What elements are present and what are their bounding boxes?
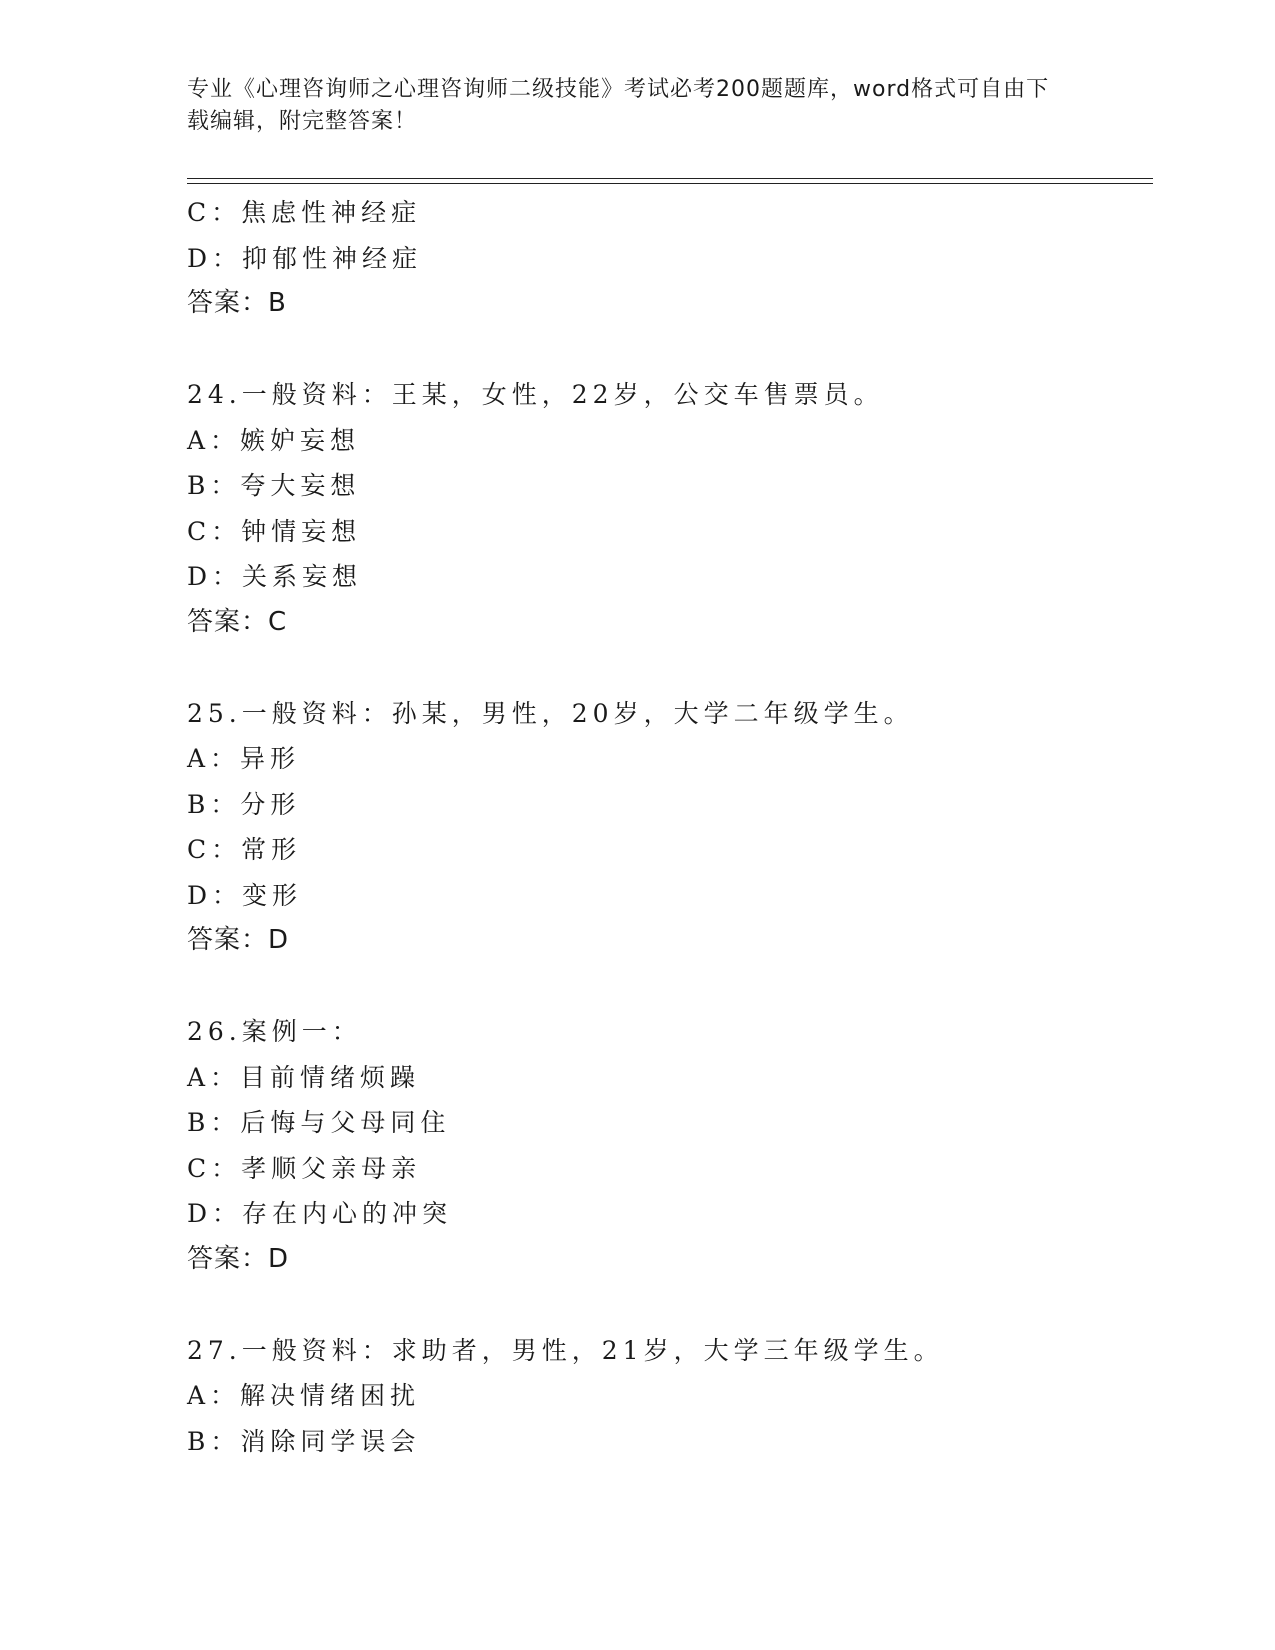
header-divider-top bbox=[187, 178, 1153, 179]
question-24-answer: 答案：C bbox=[187, 606, 288, 637]
question-24-option-a: A：嫉妒妄想 bbox=[187, 425, 361, 455]
question-25-option-d: D：变形 bbox=[187, 880, 303, 910]
spacer bbox=[187, 964, 1147, 1010]
question-26: 26.案例一： bbox=[187, 1017, 362, 1046]
question-24-option-b: B：夸大妄想 bbox=[187, 471, 361, 500]
question-25-option-c: C：常形 bbox=[187, 835, 302, 864]
answer-line: 答案：B bbox=[187, 288, 287, 318]
option-d: D：抑郁性神经症 bbox=[187, 243, 423, 273]
question-27-option-a: A：解决情绪困扰 bbox=[187, 1381, 421, 1410]
question-25-answer: 答案：D bbox=[187, 925, 290, 955]
question-26-option-a: A：目前情绪烦躁 bbox=[187, 1062, 421, 1092]
spacer bbox=[187, 327, 1147, 373]
question-26-option-d: D：存在内心的冲突 bbox=[187, 1199, 453, 1228]
question-24-option-d: D：关系妄想 bbox=[187, 562, 363, 591]
spacer bbox=[187, 1282, 1147, 1328]
question-27-option-b: B：消除同学误会 bbox=[187, 1426, 421, 1456]
question-25-option-b: B：分形 bbox=[187, 789, 301, 819]
question-24-option-c: C：钟情妄想 bbox=[187, 516, 362, 546]
header-divider-bottom bbox=[187, 183, 1153, 184]
spacer bbox=[187, 645, 1147, 691]
option-c: C：焦虑性神经症 bbox=[187, 198, 422, 227]
question-26-answer: 答案：D bbox=[187, 1243, 290, 1274]
question-25-option-a: A：异形 bbox=[187, 744, 301, 773]
question-27: 27.一般资料：求助者，男性，21岁，大学三年级学生。 bbox=[187, 1335, 944, 1365]
question-list bbox=[187, 190, 1147, 1464]
document-header: 专业《心理咨询师之心理咨询师二级技能》考试必考200题题库，word格式可自由下载编辑，附完整答案！ bbox=[187, 77, 1050, 134]
question-25: 25.一般资料：孙某，男性，20岁，大学二年级学生。 bbox=[187, 698, 914, 728]
question-26-option-b: B：后悔与父母同住 bbox=[187, 1108, 451, 1137]
question-24: 24.一般资料：王某，女性，22岁，公交车售票员。 bbox=[187, 380, 884, 409]
question-26-option-c: C：孝顺父亲母亲 bbox=[187, 1153, 422, 1183]
